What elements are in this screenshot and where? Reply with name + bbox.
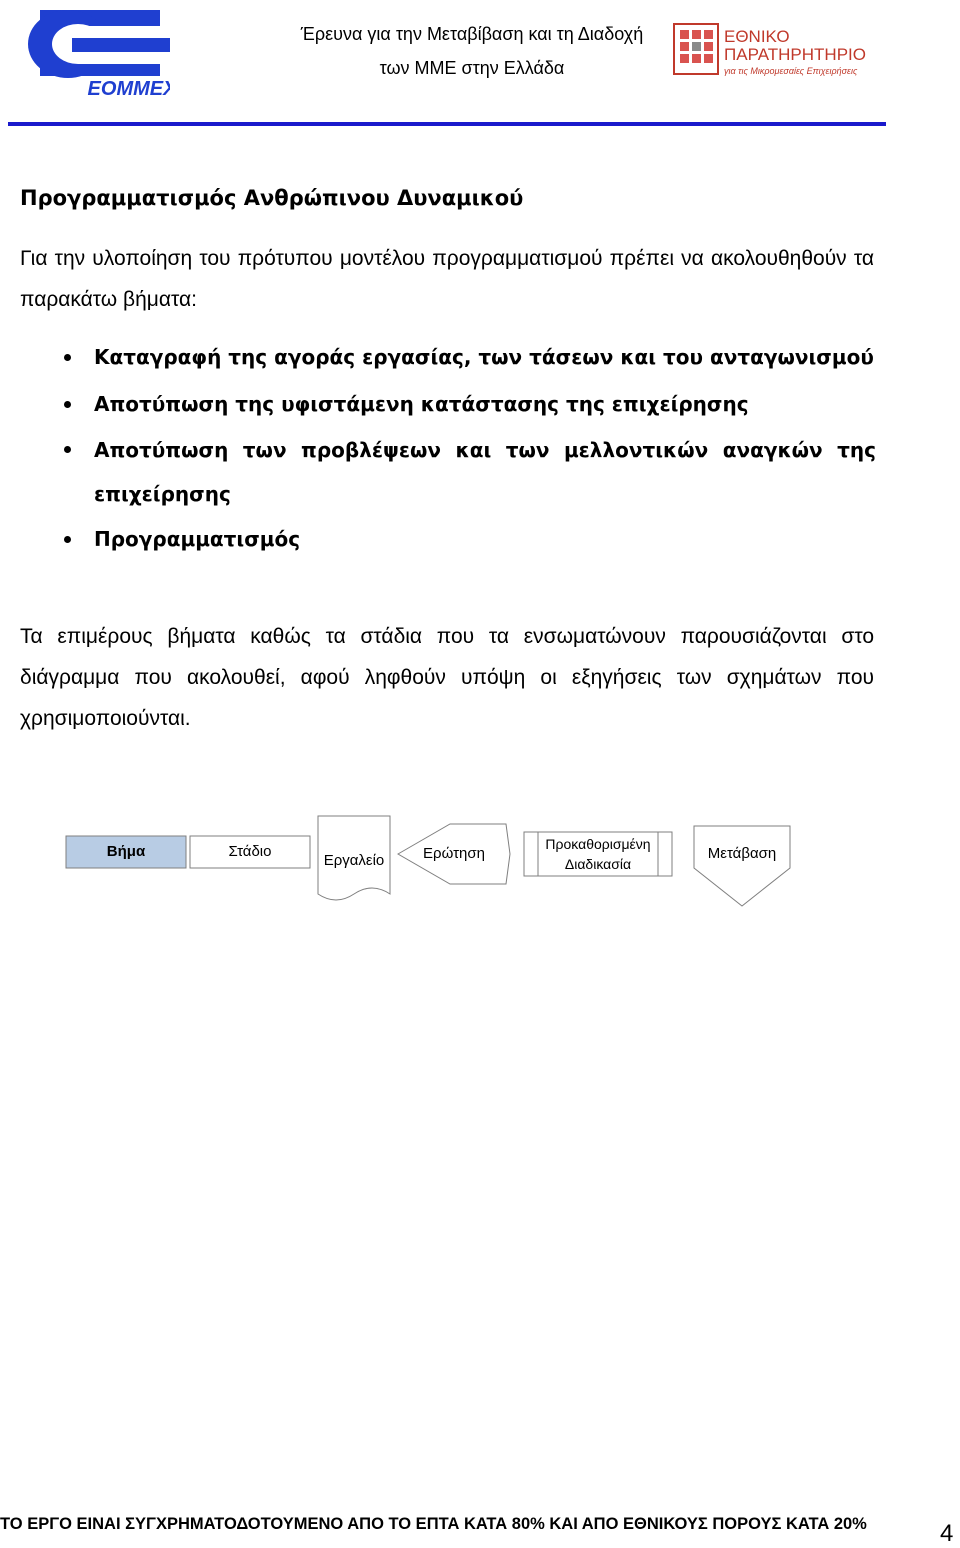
eommex-logo bbox=[20, 2, 170, 98]
svg-text:ΠΑΡΑΤΗΡΗΤΗΡΙΟ: ΠΑΡΑΤΗΡΗΤΗΡΙΟ bbox=[724, 45, 866, 64]
list-item: Αποτύπωση των προβλέψεων και των μελλοντικών αναγκών της επιχείρησης bbox=[64, 428, 876, 516]
observatory-logo bbox=[672, 20, 872, 80]
intro-paragraph: Για την υλοποίηση του πρότυπου μοντέλου προγραμματισμού πρέπει να ακολουθηθούν τα παρακάτω βήματα: bbox=[20, 247, 874, 311]
list-item: Καταγραφή της αγοράς εργασίας, των τάσεων και του ανταγωνισμού bbox=[64, 334, 876, 381]
stage-label: Στάδιο bbox=[228, 843, 272, 860]
svg-text:για τις Μικρομεσαίες Επιχειρήσ: για τις Μικρομεσαίες Επιχειρήσεις bbox=[724, 66, 858, 76]
header-title-line2: των ΜΜΕ στην Ελλάδα bbox=[379, 58, 565, 78]
svg-text:ΕΟΜΜΕΧ: ΕΟΜΜΕΧ bbox=[87, 78, 170, 98]
predefined-label-line2: Διαδικασία bbox=[564, 856, 632, 872]
steps-list bbox=[64, 334, 876, 563]
predefined-label-line1: Προκαθορισμένη bbox=[545, 836, 651, 852]
bullet-icon bbox=[64, 446, 71, 453]
transition-shape bbox=[694, 826, 790, 906]
section-heading: Προγραμματισμός Ανθρώπινου Δυναμικού bbox=[20, 186, 524, 210]
svg-text:ΕΘΝΙΚΟ: ΕΘΝΙΚΟ bbox=[724, 27, 790, 46]
bullet-icon bbox=[64, 354, 71, 361]
list-item: Προγραμματισμός bbox=[64, 516, 876, 563]
page-number: 4 bbox=[940, 1520, 954, 1547]
step-label: Βήμα bbox=[106, 843, 146, 860]
question-label: Ερώτηση bbox=[423, 845, 485, 862]
header-title-line1: Έρευνα για την Μεταβίβαση και τη Διαδοχή bbox=[300, 24, 644, 44]
flowchart-legend bbox=[64, 812, 864, 912]
header-rule bbox=[8, 122, 886, 126]
bullet-icon bbox=[64, 401, 71, 408]
transition-label: Μετάβαση bbox=[707, 845, 777, 862]
funding-notice: ΤΟ ΕΡΓΟ ΕΙΝΑΙ ΣΥΓΧΡΗΜΑΤΟΔΟΤΟΥΜΕΝΟ ΑΠΟ ΤΟ ΕΠΤΑ ΚΑΤΑ 80% ΚΑΙ ΑΠΟ ΕΘΝΙΚΟΥΣ ΠΟΡΟΥΣ ΚΑΤΑ 20% bbox=[0, 1515, 867, 1533]
tool-label: Εργαλείο bbox=[323, 852, 385, 869]
bullet-icon bbox=[64, 536, 71, 543]
list-item: Αποτύπωση της υφιστάμενη κατάστασης της επιχείρησης bbox=[64, 381, 876, 428]
body-paragraph: Τα επιμέρους βήματα καθώς τα στάδια που τα ενσωματώνουν παρουσιάζονται στο διάγραμμα που ακολουθεί, αφού ληφθούν υπόψη οι εξηγήσεις των σχημάτων που χρησιμοποιούνται. bbox=[20, 625, 874, 730]
